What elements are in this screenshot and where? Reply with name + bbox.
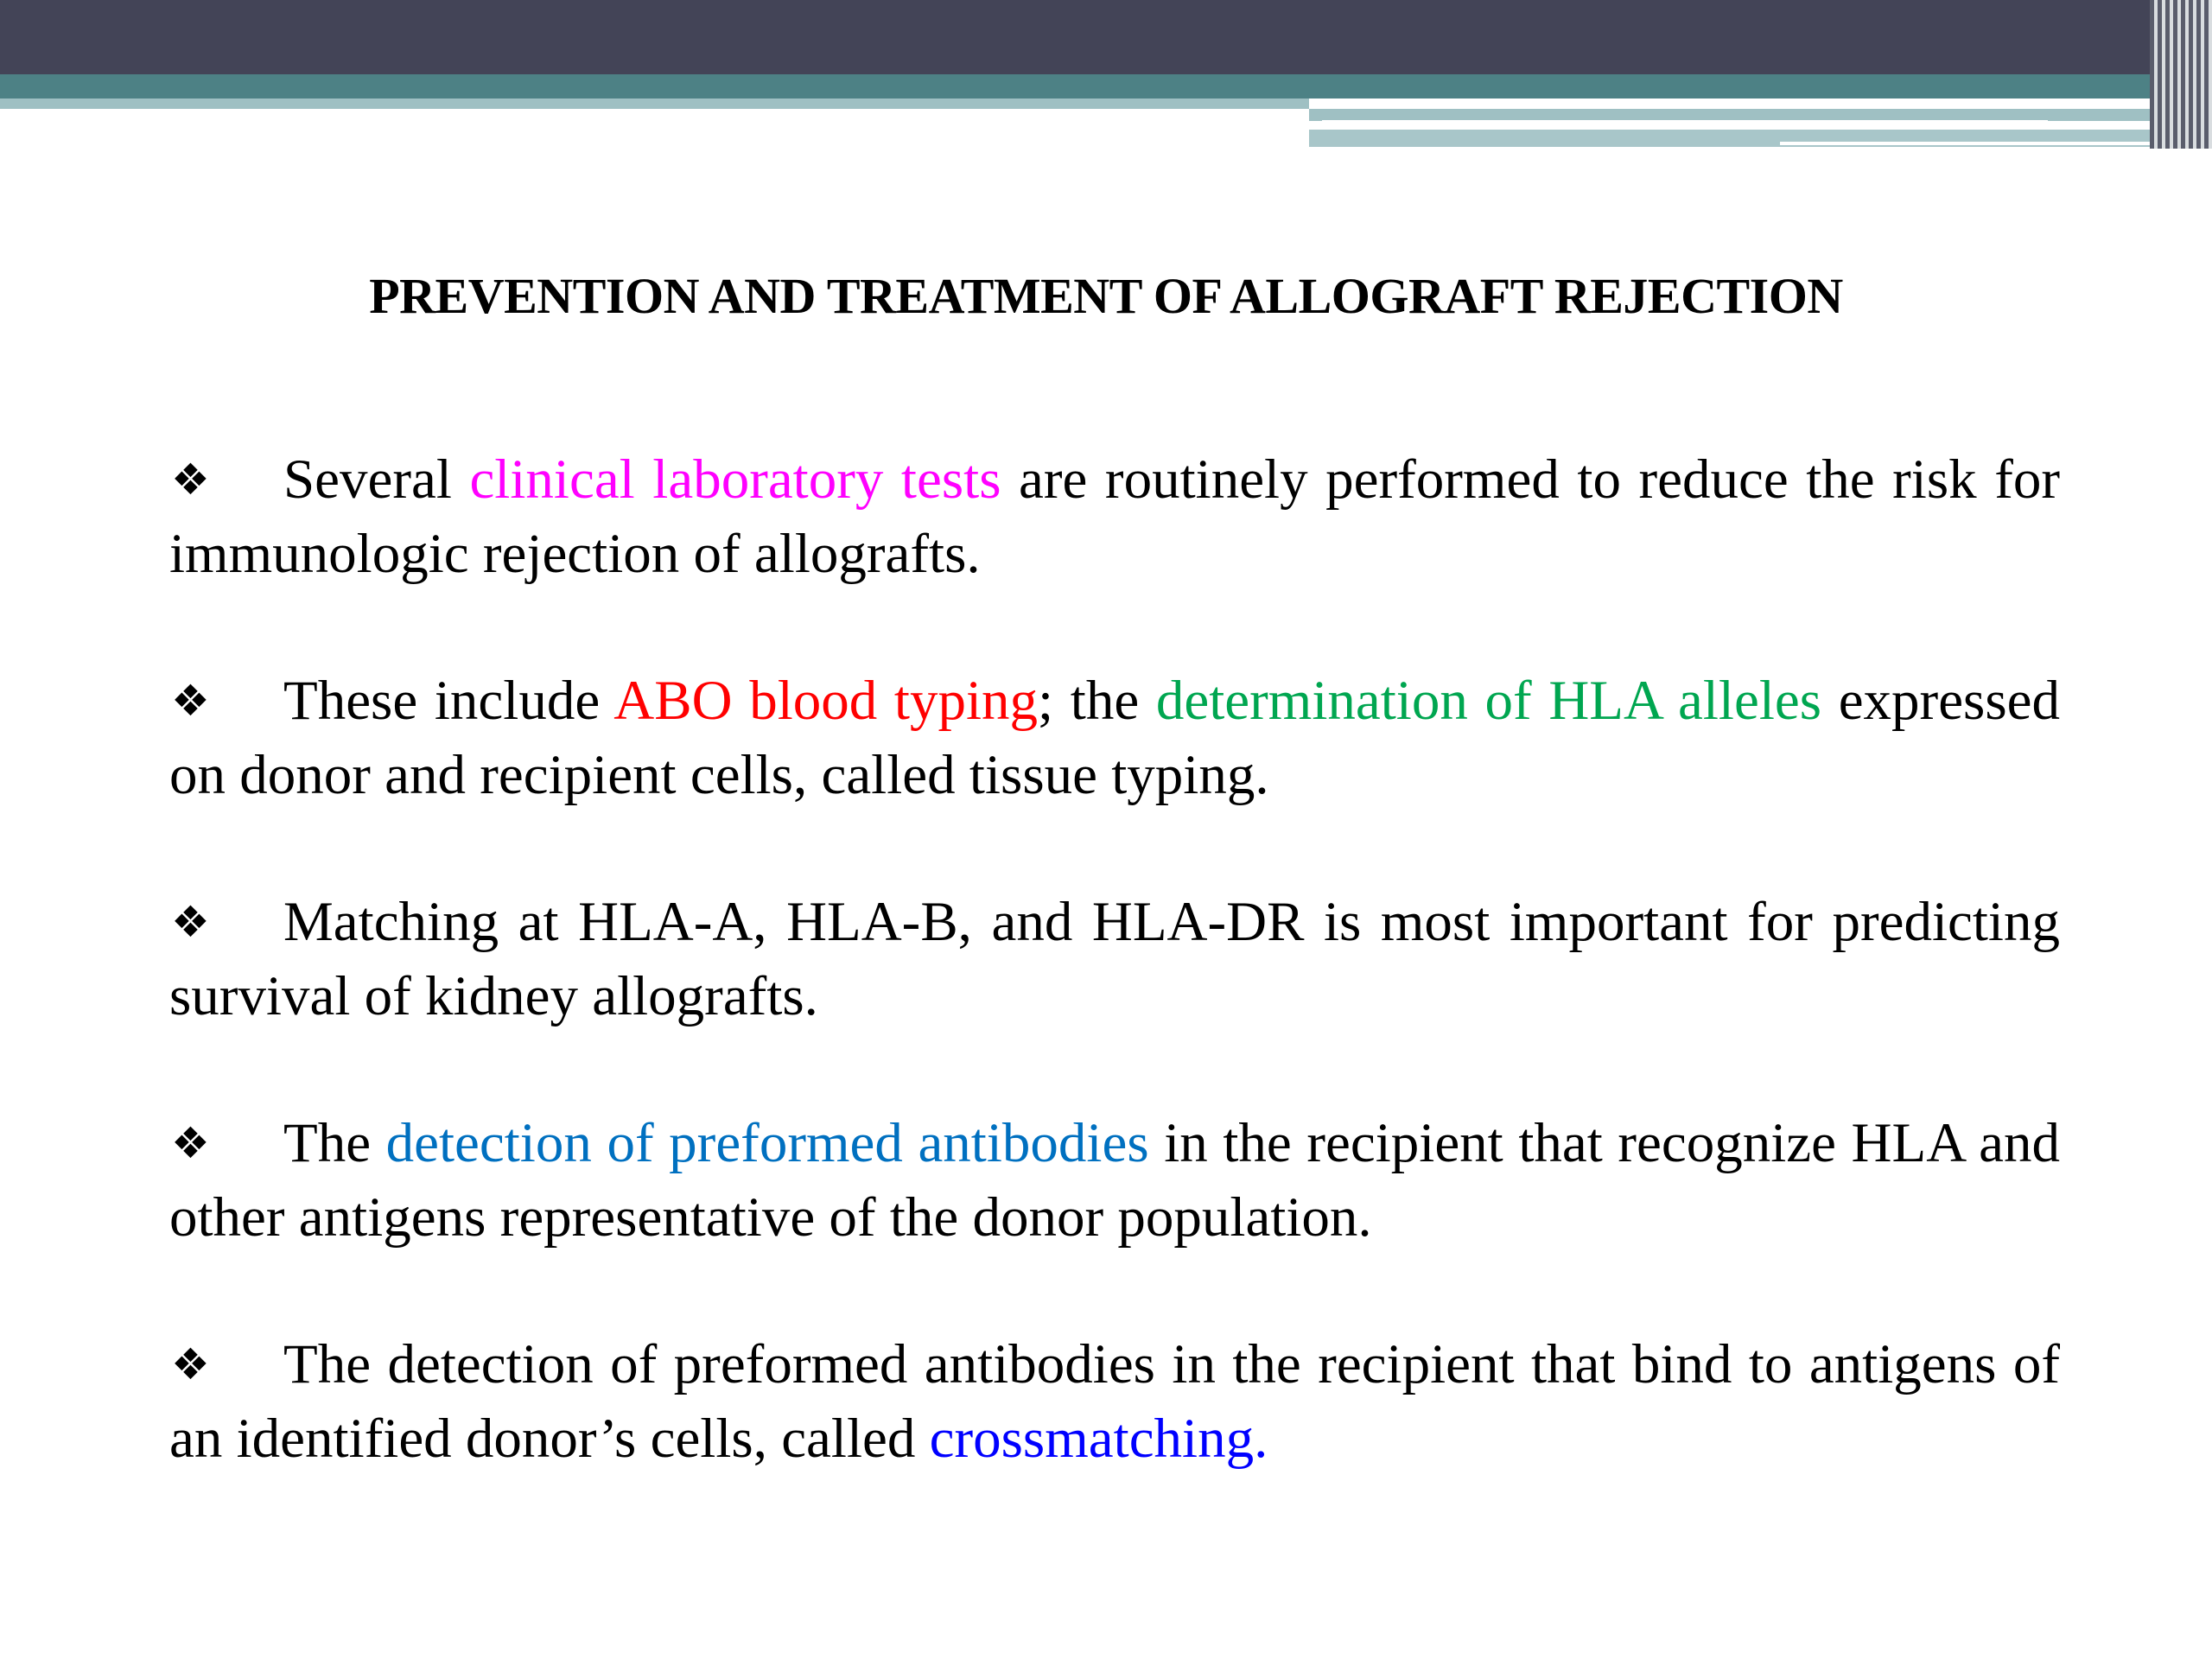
bullet-text: The detection of preformed antibodies in the recipient that bind to antigens of an identified donor’s cells, called [169, 1333, 2060, 1470]
bullet-item [169, 885, 2060, 1033]
bullet-text: are routinely performed to reduce the risk for immunologic rejection of allografts. [169, 448, 2060, 585]
slide-title: PREVENTION AND TREATMENT OF ALLOGRAFT REJECTION [369, 268, 1843, 324]
highlight-abo-blood-typing: ABO blood typing [613, 670, 1039, 732]
bullet-item [169, 664, 2060, 812]
diamond-bullet-icon: ❖ [171, 454, 210, 505]
diamond-bullet-icon: ❖ [171, 897, 210, 947]
bullet-text: Several [283, 448, 470, 511]
bullet-text: ; the [1038, 670, 1156, 732]
diamond-bullet-icon: ❖ [171, 1339, 210, 1389]
header-light-band-right [1309, 109, 2212, 121]
highlight-hla-alleles: determination of HLA alleles [1155, 670, 1822, 732]
bullet-item [169, 1327, 2060, 1476]
bullet-list [169, 442, 2060, 1548]
bullet-text: These include [283, 670, 614, 732]
highlight-preformed-antibodies: detection of preformed antibodies [385, 1112, 1149, 1174]
header-teal-band [0, 74, 2212, 99]
header-white-line-lower [1780, 142, 2212, 145]
bullet-text: expressed on donor and recipient cells, called tissue typing. [169, 670, 2060, 806]
diamond-bullet-icon: ❖ [171, 676, 210, 726]
bullet-text: The [283, 1112, 386, 1174]
bullet-item [169, 1106, 2060, 1255]
diamond-bullet-icon: ❖ [171, 1118, 210, 1168]
header-vertical-stripes [2150, 0, 2212, 149]
bullet-item [169, 442, 2060, 591]
highlight-clinical-laboratory-tests: clinical laboratory tests [469, 448, 1001, 511]
highlight-crossmatching: crossmatching. [929, 1408, 1268, 1470]
bullet-text: in the recipient that recognize HLA and other antigens representative of the donor population. [169, 1112, 2060, 1249]
header-white-line [1322, 120, 2048, 124]
bullet-text: Matching at HLA-A, HLA-B, and HLA-DR is most important for predicting survival of kidney allografts. [169, 891, 2060, 1027]
header-light-band-left [0, 99, 1309, 109]
header-dark-band [0, 0, 2212, 74]
